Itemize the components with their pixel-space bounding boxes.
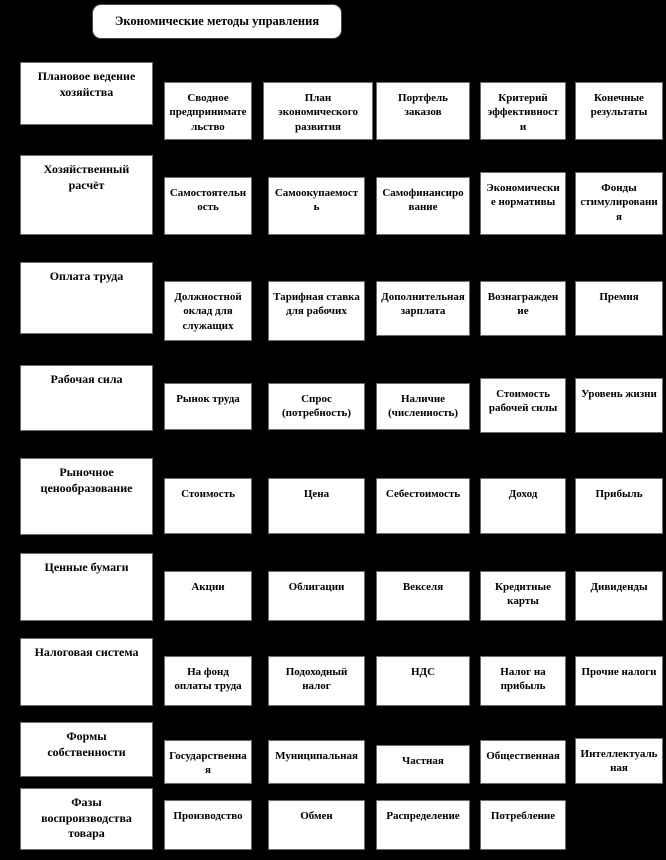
item-box: Стоимость рабочей силы bbox=[480, 378, 566, 433]
category-box: Фазы воспроизводства товара bbox=[20, 788, 153, 850]
category-box: Формы собственности bbox=[20, 722, 153, 777]
item-box: Спрос (потребность) bbox=[268, 383, 365, 430]
item-box: Самостоятельность bbox=[164, 177, 252, 235]
item-box: Экономические нормативы bbox=[480, 172, 566, 235]
item-box: Тарифная ставка для рабочих bbox=[268, 281, 365, 341]
item-box: Акции bbox=[164, 571, 252, 621]
item-box: Самофинансирование bbox=[376, 177, 470, 235]
item-box: Цена bbox=[268, 478, 365, 534]
item-box: Уровень жизни bbox=[575, 378, 663, 433]
category-box: Хозяйственный расчёт bbox=[20, 155, 153, 235]
item-box: Обмен bbox=[268, 800, 365, 850]
item-box: Подоходный налог bbox=[268, 656, 365, 706]
item-box: Себестоимость bbox=[376, 478, 470, 534]
item-box: Интеллектуальная bbox=[575, 738, 663, 784]
item-box: Портфель заказов bbox=[376, 82, 470, 140]
item-box: Общественная bbox=[480, 740, 566, 784]
item-box: Самоокупаемость bbox=[268, 177, 365, 235]
item-box: Рынок труда bbox=[164, 383, 252, 430]
item-box: Доход bbox=[480, 478, 566, 534]
category-box: Ценные бумаги bbox=[20, 553, 153, 621]
item-box: Прибыль bbox=[575, 478, 663, 534]
item-box: Прочие налоги bbox=[575, 656, 663, 706]
item-box: Конечные результаты bbox=[575, 82, 663, 140]
item-box: Фонды стимулирования bbox=[575, 172, 663, 235]
category-box: Налоговая система bbox=[20, 638, 153, 706]
item-box: НДС bbox=[376, 656, 470, 706]
category-box: Плановое ведение хозяйства bbox=[20, 62, 153, 125]
item-box: План экономического развития bbox=[263, 82, 373, 140]
item-box: Облигации bbox=[268, 571, 365, 621]
item-box: Производство bbox=[164, 800, 252, 850]
item-box: На фонд оплаты труда bbox=[164, 656, 252, 706]
item-box: Векселя bbox=[376, 571, 470, 621]
item-box: Распределение bbox=[376, 800, 470, 850]
item-box: Стоимость bbox=[164, 478, 252, 534]
diagram-title: Экономические методы управления bbox=[92, 4, 342, 39]
item-box: Налог на прибыль bbox=[480, 656, 566, 706]
item-box: Частная bbox=[376, 745, 470, 784]
item-box: Муниципальная bbox=[268, 740, 365, 784]
item-box: Государственная bbox=[164, 740, 252, 784]
item-box: Кредитные карты bbox=[480, 571, 566, 621]
item-box: Критерий эффективности bbox=[480, 82, 566, 140]
category-box: Рыночное ценообразование bbox=[20, 458, 153, 535]
item-box: Вознаграждение bbox=[480, 281, 566, 336]
item-box: Дивиденды bbox=[575, 571, 663, 621]
item-box: Наличие (численность) bbox=[376, 383, 470, 430]
item-box: Потребление bbox=[480, 800, 566, 850]
item-box: Дополнительная зарплата bbox=[376, 281, 470, 336]
item-box: Премия bbox=[575, 281, 663, 336]
category-box: Оплата труда bbox=[20, 262, 153, 334]
item-box: Сводное предпринимательство bbox=[164, 82, 252, 140]
item-box: Должностной оклад для служащих bbox=[164, 281, 252, 341]
category-box: Рабочая сила bbox=[20, 365, 153, 431]
